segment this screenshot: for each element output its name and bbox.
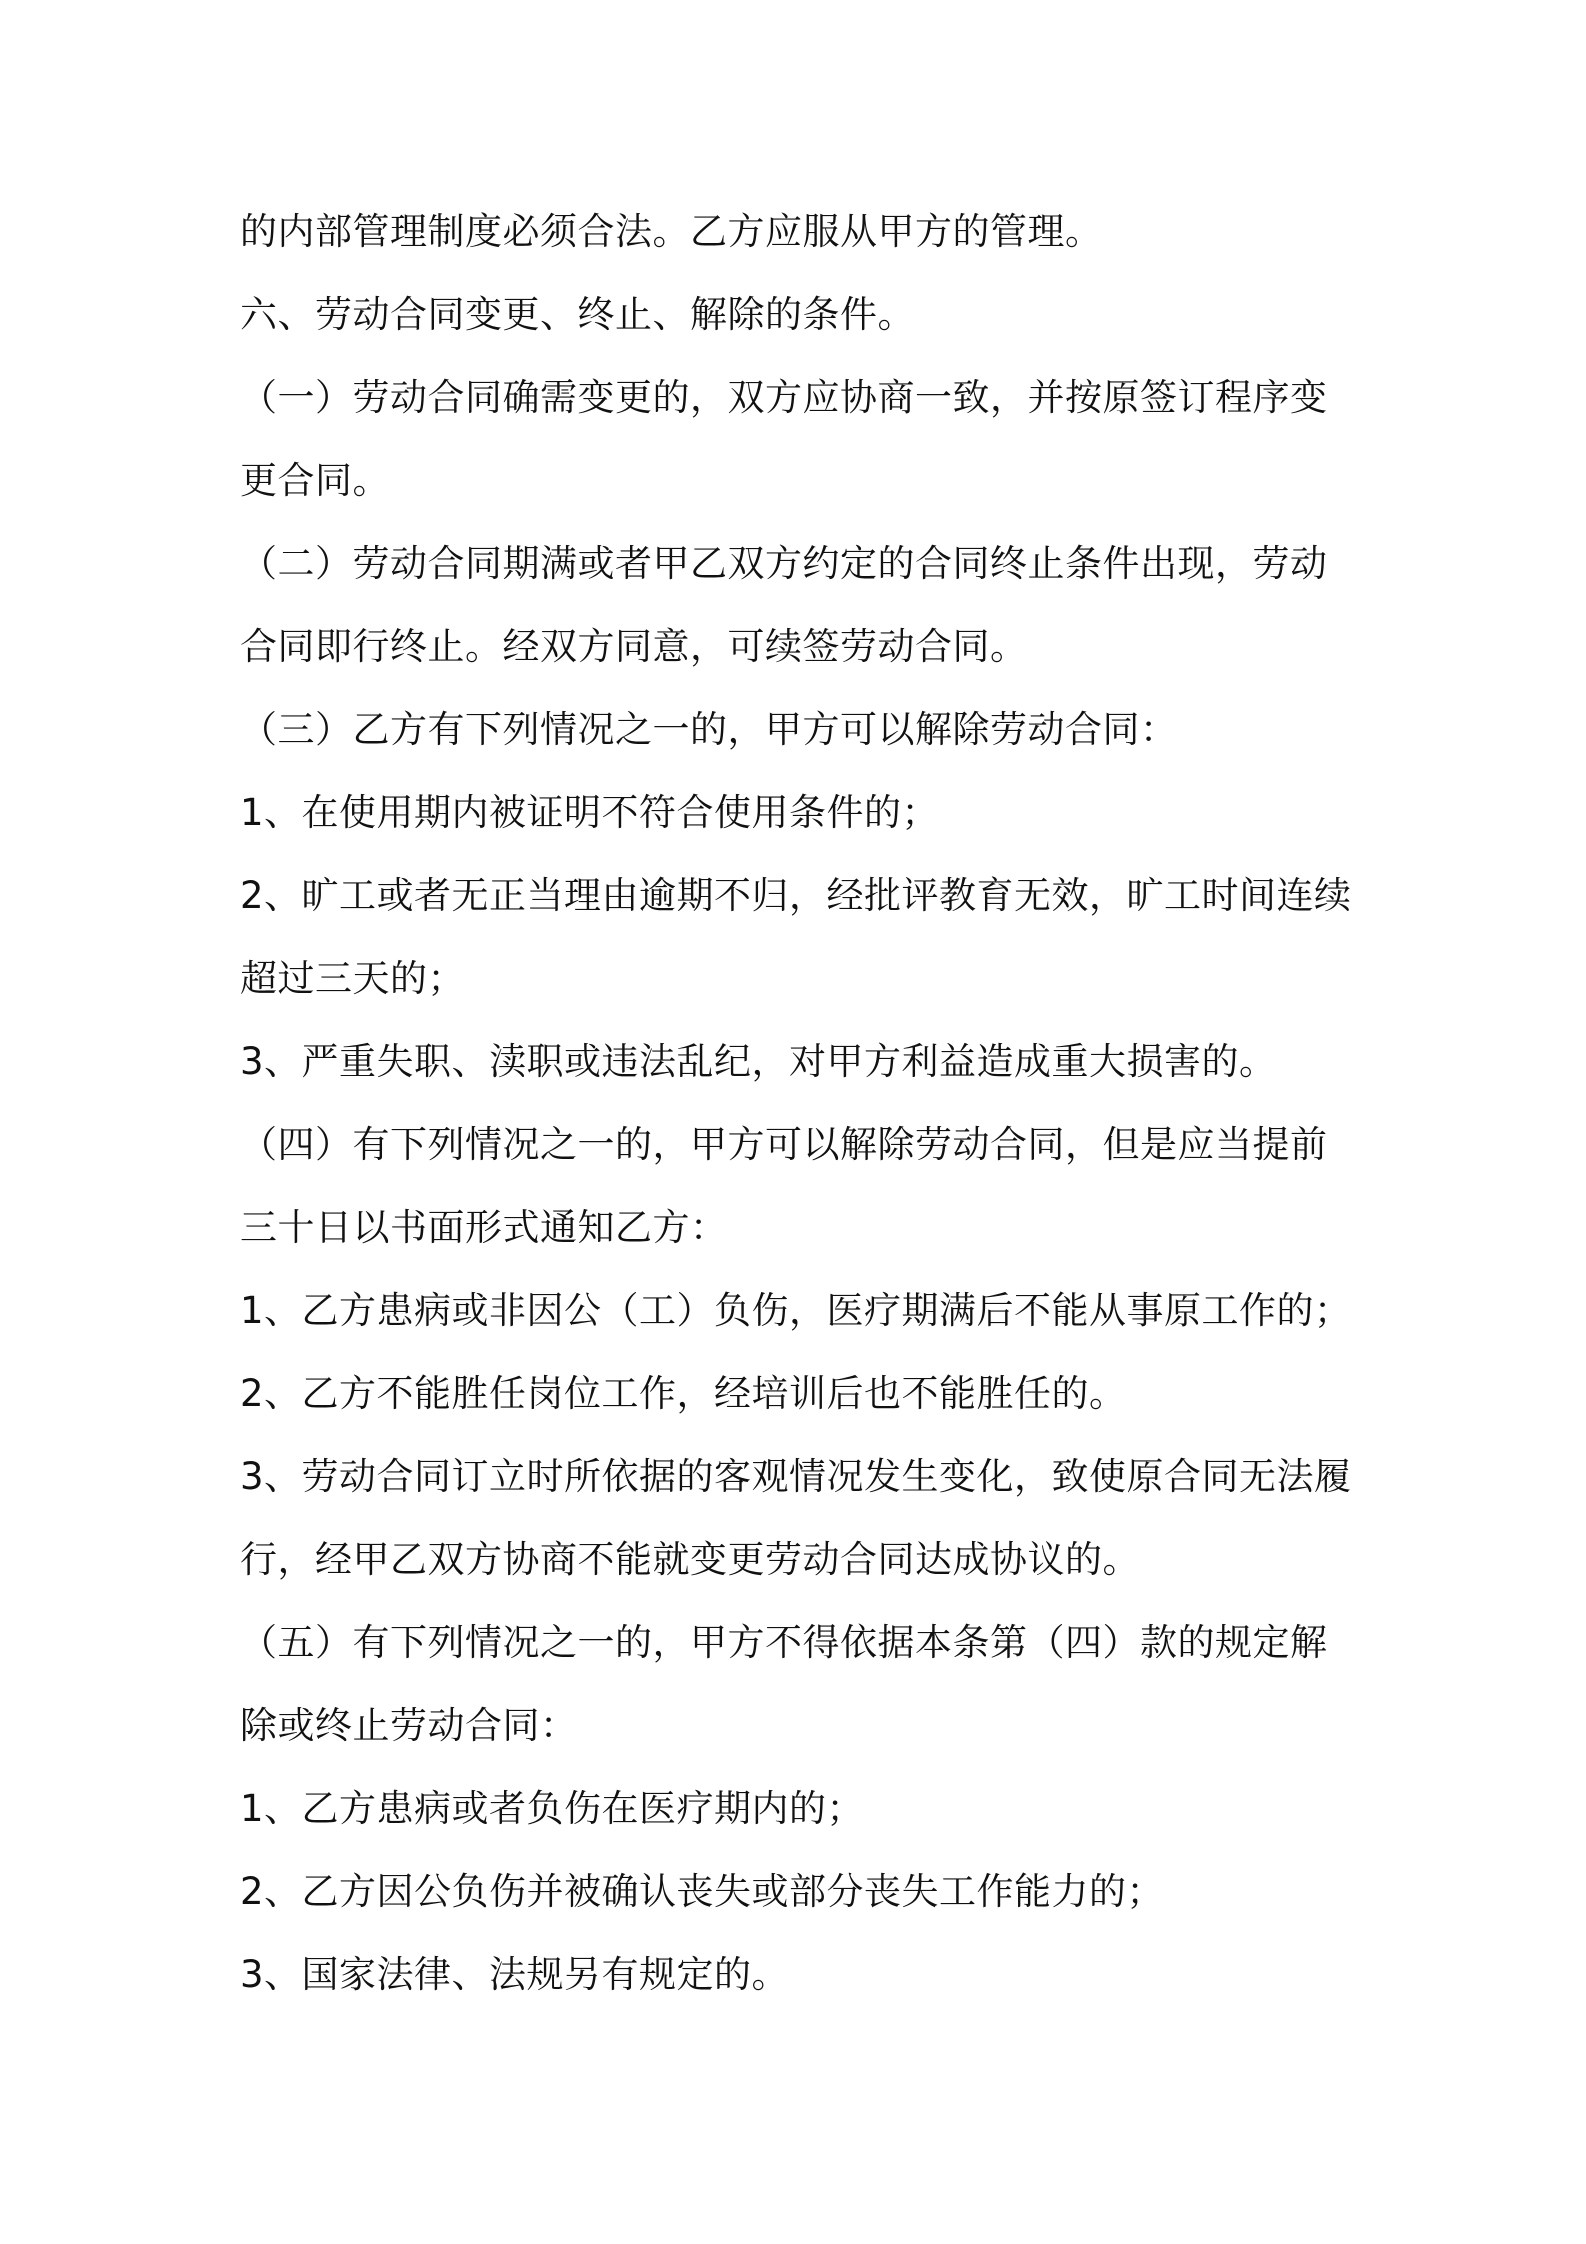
paragraph: （四）有下列情况之一的，甲方可以解除劳动合同，但是应当提前三十日以书面形式通知乙方：	[240, 1123, 1328, 1249]
section-heading: 六、劳动合同变更、终止、解除的条件。	[240, 293, 915, 336]
list-item: 2、乙方不能胜任岗位工作，经培训后也不能胜任的。	[240, 1372, 1127, 1415]
list-item: 3、劳动合同订立时所依据的客观情况发生变化，致使原合同无法履行，经甲乙双方协商不能就变更劳动合同达成协议的。	[240, 1455, 1352, 1581]
paragraph: （五）有下列情况之一的，甲方不得依据本条第（四）款的规定解除或终止劳动合同：	[240, 1621, 1328, 1747]
list-item: 1、乙方患病或非因公（工）负伤，医疗期满后不能从事原工作的；	[240, 1289, 1352, 1332]
paragraph: （一）劳动合同确需变更的，双方应协商一致，并按原签订程序变更合同。	[240, 376, 1328, 502]
list-item: 2、乙方因公负伤并被确认丧失或部分丧失工作能力的；	[240, 1870, 1165, 1913]
list-item: 3、严重失职、渎职或违法乱纪，对甲方利益造成重大损害的。	[240, 1040, 1277, 1083]
paragraph: （二）劳动合同期满或者甲乙双方约定的合同终止条件出现，劳动合同即行终止。经双方同意，可续签劳动合同。	[240, 542, 1328, 668]
paragraph: 的内部管理制度必须合法。乙方应服从甲方的管理。	[240, 210, 1103, 253]
list-item: 1、在使用期内被证明不符合使用条件的；	[240, 791, 940, 834]
list-item: 3、国家法律、法规另有规定的。	[240, 1953, 790, 1996]
paragraph: （三）乙方有下列情况之一的，甲方可以解除劳动合同：	[240, 708, 1178, 751]
contract-text	[240, 190, 1360, 2016]
list-item: 2、旷工或者无正当理由逾期不归，经批评教育无效，旷工时间连续超过三天的；	[240, 874, 1352, 1000]
list-item: 1、乙方患病或者负伤在医疗期内的；	[240, 1787, 865, 1830]
